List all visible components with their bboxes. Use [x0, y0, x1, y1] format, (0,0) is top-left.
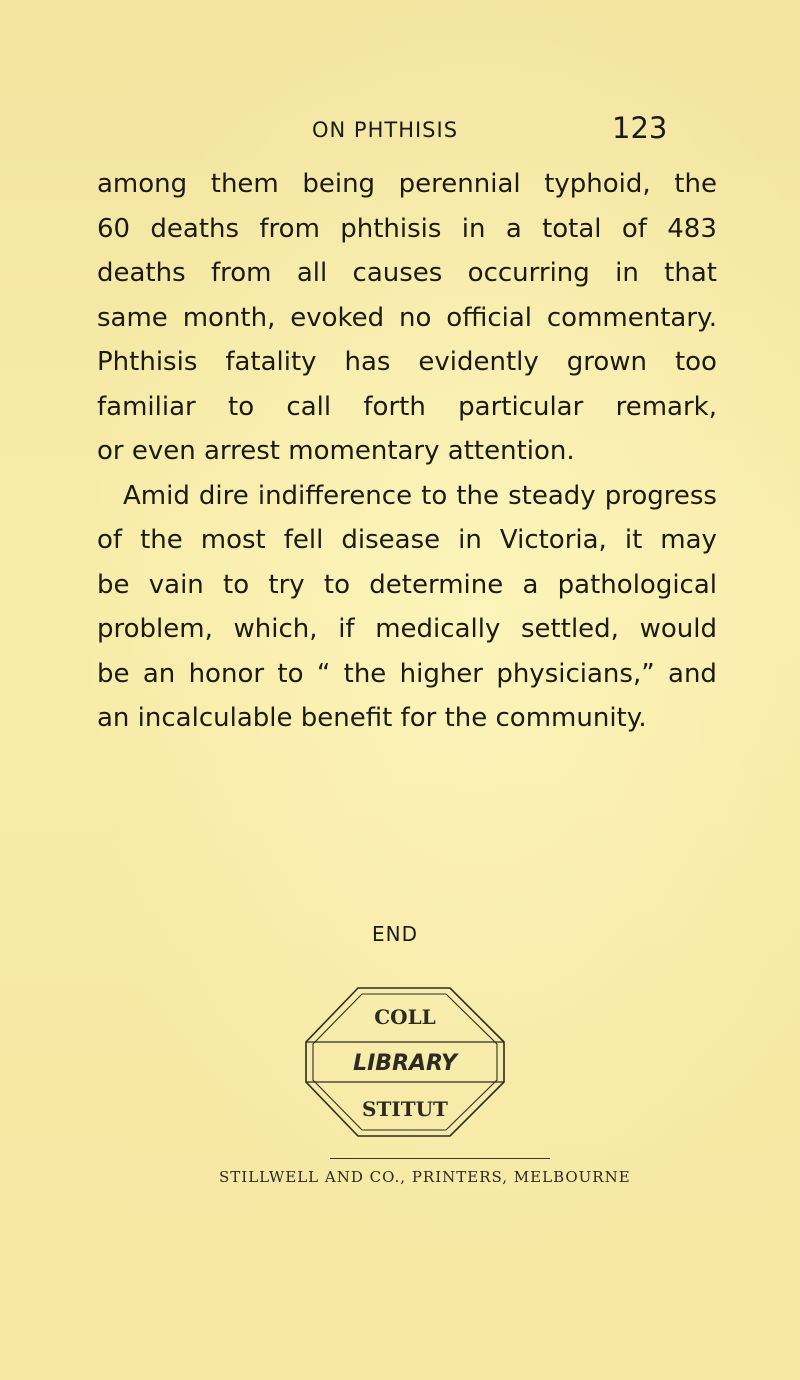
running-head: ON PHTHISIS — [312, 118, 459, 142]
text-line: be an honor to “ the higher physicians,” and — [97, 658, 717, 689]
text-line: be vain to try to determine a pathological — [97, 569, 717, 600]
page-number: 123 — [612, 111, 668, 145]
text-line: Amid dire indifference to the steady progress — [123, 480, 717, 511]
text-line: Phthisis fatality has evidently grown too — [97, 347, 717, 377]
text-line: 60 deaths from phthisis in a total of 483 — [97, 213, 717, 244]
stamp-center-text: LIBRARY — [353, 1051, 457, 1076]
text-line: deaths from all causes occurring in that — [97, 258, 717, 288]
end-mark: END — [372, 922, 418, 946]
printer-imprint: STILLWELL AND CO., PRINTERS, MELBOURNE — [219, 1168, 631, 1186]
text-line: of the most fell disease in Victoria, it may — [97, 525, 717, 555]
divider-rule — [330, 1158, 550, 1159]
text-line: same month, evoked no official commentary. — [97, 302, 717, 333]
text-line: an incalculable benefit for the community. — [97, 703, 647, 733]
text-line: among them being perennial typhoid, the — [97, 169, 717, 199]
text-line: familiar to call forth particular remark, — [97, 391, 717, 422]
text-line: problem, which, if medically settled, would — [97, 614, 717, 644]
stamp-bottom-text: STITUT — [362, 1097, 448, 1121]
body-text — [97, 162, 717, 741]
library-stamp — [298, 970, 512, 1148]
text-line: or even arrest momentary attention. — [97, 436, 575, 466]
stamp-top-text: COLL — [374, 1005, 436, 1029]
